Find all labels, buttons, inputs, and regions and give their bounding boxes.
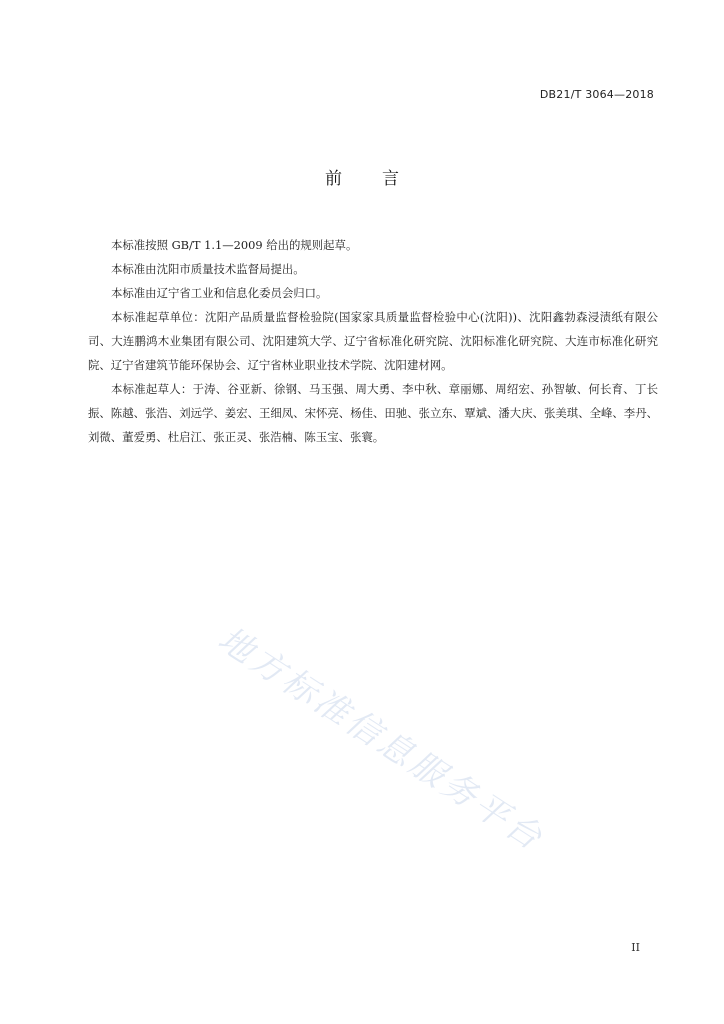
foreword-body [88, 233, 658, 449]
page-number: II [631, 941, 640, 954]
paragraph-drafting-rules: 本标准按照 GB/T 1.1—2009 给出的规则起草。 [111, 238, 358, 252]
paragraph-proposer: 本标准由沈阳市质量技术监督局提出。 [111, 262, 305, 276]
standard-code: DB21/T 3064—2018 [539, 88, 654, 101]
title-part-2: 言 [382, 169, 399, 189]
paragraph-drafting-units: 本标准起草单位：沈阳产品质量监督检验院(国家家具质量监督检验中心(沈阳))、沈阳鑫勃森浸渍纸有限公司、大连鹏鸿木业集团有限公司、沈阳建筑大学、辽宁省标准化研究院、沈阳标准化研究院、大连市标准化研究院、辽宁省建筑节能环保协会、辽宁省林业职业技术学院、沈阳建材网。 [88, 310, 658, 372]
page-title [0, 164, 724, 189]
paragraph-administrator: 本标准由辽宁省工业和信息化委员会归口。 [111, 286, 328, 300]
paragraph-drafters: 本标准起草人：于涛、谷亚新、徐钢、马玉强、周大勇、李中秋、章丽娜、周绍宏、孙智敏、何长育、丁长振、陈越、张浩、刘远学、姜宏、王细凤、宋怀亮、杨佳、田驰、张立东、覃斌、潘大庆、张美琪、全峰、李丹、刘微、董爱勇、杜启江、张正灵、张浩楠、陈玉宝、张寰。 [88, 382, 658, 444]
title-part-1: 前 [325, 169, 342, 189]
watermark: 地方标准信息服务平台 [210, 619, 552, 860]
